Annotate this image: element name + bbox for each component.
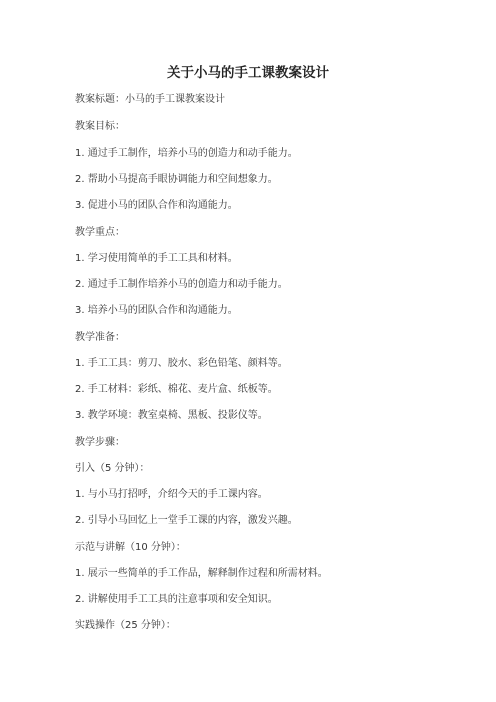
preparation-item-2: 2. 手工材料：彩纸、棉花、麦片盒、纸板等。 bbox=[75, 384, 278, 395]
objectives-heading: 教案目标： bbox=[75, 121, 125, 132]
practice-subheading: 实践操作（25 分钟）： bbox=[75, 620, 176, 631]
demo-subheading: 示范与讲解（10 分钟）： bbox=[75, 542, 186, 553]
preparation-item-1: 1. 手工工具：剪刀、胶水、彩色铅笔、颜料等。 bbox=[75, 358, 288, 369]
preparation-item-3: 3. 教学环境：教室桌椅、黑板、投影仪等。 bbox=[75, 410, 268, 421]
intro-item-2: 2. 引导小马回忆上一堂手工课的内容，激发兴趣。 bbox=[75, 515, 298, 526]
key-point-item-1: 1. 学习使用简单的手工工具和材料。 bbox=[75, 253, 238, 264]
intro-subheading: 引入（5 分钟）： bbox=[75, 463, 150, 474]
intro-item-1: 1. 与小马打招呼，介绍今天的手工课内容。 bbox=[75, 489, 268, 500]
demo-item-2: 2. 讲解使用手工工具的注意事项和安全知识。 bbox=[75, 594, 278, 605]
lesson-title-line: 教案标题：小马的手工课教案设计 bbox=[75, 94, 225, 105]
key-point-item-3: 3. 培养小马的团队合作和沟通能力。 bbox=[75, 305, 238, 316]
preparation-heading: 教学准备： bbox=[75, 332, 125, 343]
steps-heading: 教学步骤： bbox=[75, 437, 125, 448]
objective-item-3: 3. 促进小马的团队合作和沟通能力。 bbox=[75, 200, 238, 211]
key-point-item-2: 2. 通过手工制作培养小马的创造力和动手能力。 bbox=[75, 279, 288, 290]
objective-item-2: 2. 帮助小马提高手眼协调能力和空间想象力。 bbox=[75, 174, 278, 185]
demo-item-1: 1. 展示一些简单的手工作品，解释制作过程和所需材料。 bbox=[75, 568, 328, 579]
key-points-heading: 教学重点： bbox=[75, 227, 125, 238]
document-title: 关于小马的手工课教案设计 bbox=[167, 65, 329, 81]
objective-item-1: 1. 通过手工制作，培养小马的创造力和动手能力。 bbox=[75, 148, 298, 159]
